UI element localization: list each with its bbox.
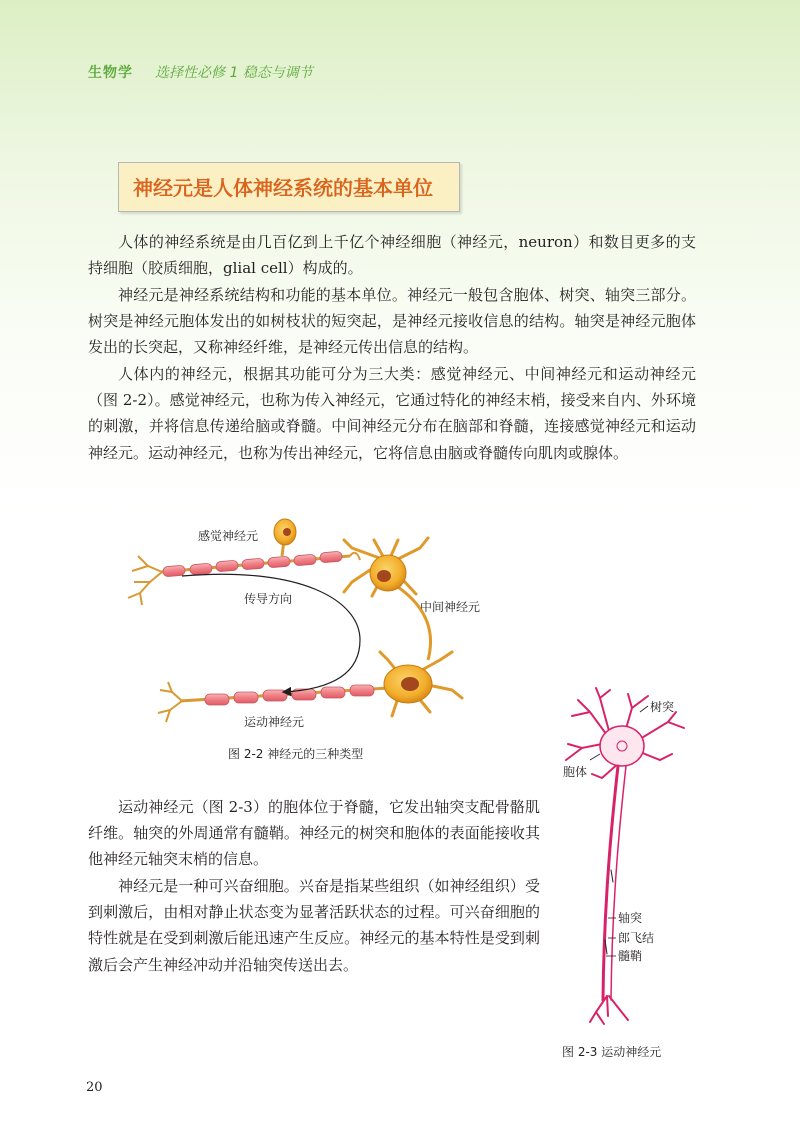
- label-interneuron: 中间神经元: [420, 600, 481, 614]
- label-soma: 胞体: [563, 765, 588, 779]
- figure-2-3-caption: 图 2-3 运动神经元: [562, 1045, 662, 1059]
- paragraph-2: 神经元是神经系统结构和功能的基本单位。神经元一般包含胞体、树突、轴突三部分。树突是神经元胞体发出的如树枝状的短突起，是神经元接收信息的结构。轴突是神经元胞体发出的长突起，又称神经纤维，是神经元传出信息的结构。: [88, 286, 696, 357]
- label-axon: 轴突: [618, 911, 643, 925]
- paragraph-4: 运动神经元（图 2-3）的胞体位于脊髓，它发出轴突支配骨骼肌纤维。轴突的外周通常有髓鞘。神经元的树突和胞体的表面能接收其他神经元轴突末梢的信息。: [88, 798, 540, 869]
- paragraph-5: 神经元是一种可兴奋细胞。兴奋是指某些组织（如神经组织）受到刺激后，由相对静止状态变为显著活跃状态的过程。可兴奋细胞的特性就是在受到刺激后能迅速产生反应。神经元的基本特性是受到刺激后会产生神经冲动并沿轴突传送出去。: [88, 877, 540, 974]
- header-subject: 生物学: [88, 65, 133, 81]
- label-sensory-neuron: 感觉神经元: [198, 529, 259, 543]
- motor-neuron-drawing: [566, 688, 684, 1024]
- paragraph-3: 人体内的神经元，根据其功能可分为三大类：感觉神经元、中间神经元和运动神经元（图 2-2）。感觉神经元，也称为传入神经元，它通过特化的神经末梢，接受来自内、外环境的刺激，并将信息传递给脑或脊髓。中间神经元分布在脑部和脊髓，连接感觉神经元和运动神经元。运动神经元，也称为传出神经元，它将信息由脑或脊髓传向肌肉或腺体。: [88, 365, 696, 462]
- paragraph-1: 人体的神经系统是由几百亿到上千亿个神经细胞（神经元，neuron）和数目更多的支持细胞（胶质细胞，glial cell）构成的。: [88, 233, 696, 278]
- label-node-of-ranvier: 郎飞结: [618, 931, 655, 945]
- label-myelin-sheath: 髓鞘: [618, 949, 643, 963]
- label-conduction-direction: 传导方向: [244, 592, 293, 606]
- header-book-title: 选择性必修 1 稳态与调节: [155, 65, 313, 81]
- label-dendrite: 树突: [650, 700, 675, 714]
- section-title: 神经元是人体神经系统的基本单位: [133, 176, 433, 200]
- figure-2-2-caption: 图 2-2 神经元的三种类型: [228, 747, 364, 761]
- label-motor-neuron: 运动神经元: [244, 715, 305, 729]
- page-number: 20: [86, 1080, 103, 1095]
